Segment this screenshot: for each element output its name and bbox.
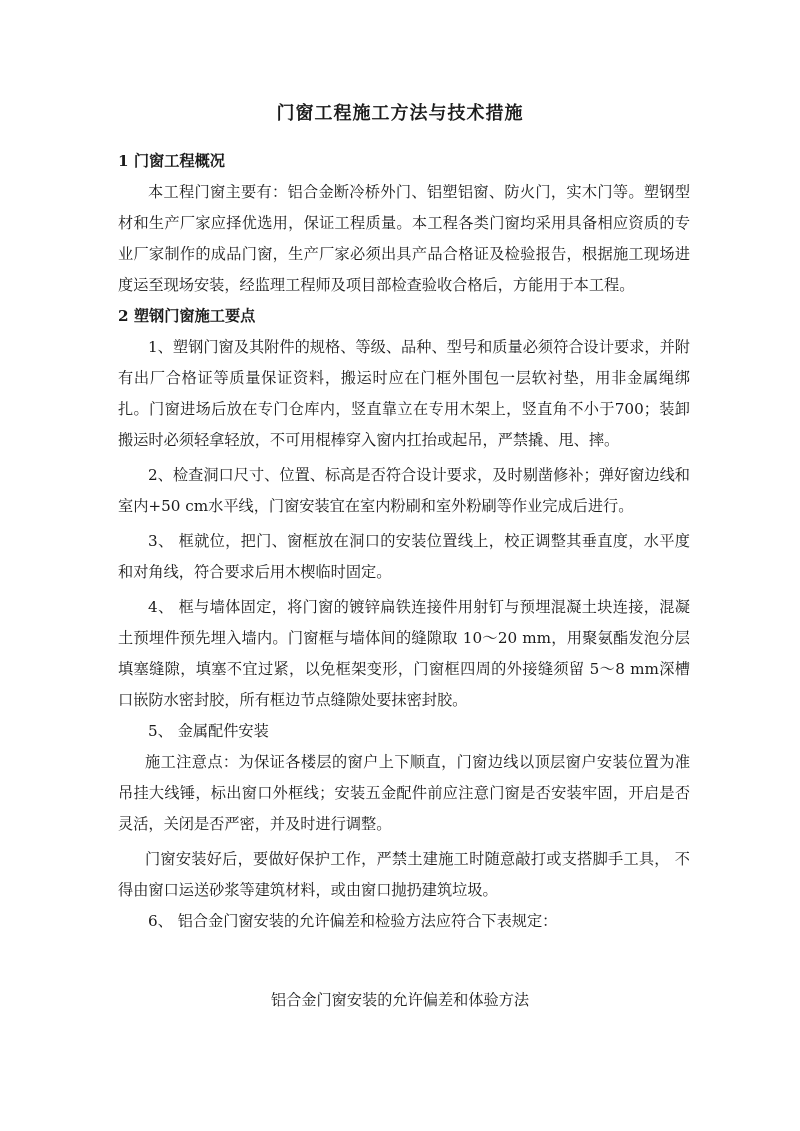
paragraph-protection: 门窗安装好后，要做好保护工作，严禁土建施工时随意敲打或支搭脚手工具， 不得由窗口运送砂浆等建筑材料，或由窗口抛扔建筑垃圾。 [118,850,690,899]
paragraph-item-5: 5、 金属配件安装 [148,722,269,740]
table-caption: 铝合金门窗安装的允许偏差和体验方法 [270,991,530,1009]
page-title: 门窗工程施工方法与技术措施 [276,103,524,124]
section-heading-installation: 2 塑钢门窗施工要点 [118,307,256,325]
paragraph-item-6: 6、 铝合金门窗安装的允许偏差和检验方法应符合下表规定： [148,912,558,930]
paragraph-item-1: 1、塑钢门窗及其附件的规格、等级、品种、型号和质量必须符合设计要求，并附有出厂合格证等质量保证资料，搬运时应在门框外围包一层软衬垫，用非金属绳绑扎。门窗进场后放在专门仓库内，竖直靠立在专用木架上，竖直角不小于700；装卸搬运时必须轻拿轻放，不可用棍棒穿入窗内扛抬或起吊，严禁撬、甩、摔。 [118,338,690,449]
paragraph-item-4: 4、 框与墙体固定，将门窗的镀锌扁铁连接件用射钉与预埋混凝土块连接，混凝土预埋件预先埋入墙内。门窗框与墙体间的缝隙取 10～20 mm，用聚氨酯发泡分层填塞缝隙，填塞不宜过紧，以免框架变形，门窗框四周的外接缝须留 5～8 mm深槽口嵌防水密封胶，所有框边节点缝隙处要抹密封胶。 [118,598,690,709]
paragraph-item-3: 3、 框就位，把门、窗框放在洞口的安装位置线上，校正调整其垂直度，水平度和对角线，符合要求后用木楔临时固定。 [118,532,690,581]
paragraph-overview: 本工程门窗主要有：铝合金断冷桥外门、铝塑铝窗、防火门，实木门等。塑钢型材和生产厂家应择优选用，保证工程质量。本工程各类门窗均采用具备相应资质的专业厂家制作的成品门窗，生产厂家必须出具产品合格证及检验报告，根据施工现场进度运至现场安装，经监理工程师及项目部检查验收合格后，方能用于本工程。 [118,183,690,294]
section-heading-overview: 1 门窗工程概况 [118,152,225,170]
paragraph-item-2: 2、检查洞口尺寸、位置、标高是否符合设计要求，及时剔凿修补；弹好窗边线和室内+50 cm水平线，门窗安装宜在室内粉刷和室外粉刷等作业完成后进行。 [118,466,690,515]
document-body [118,146,690,937]
paragraph-construction-note: 施工注意点：为保证各楼层的窗户上下顺直，门窗边线以顶层窗户安装位置为准吊挂大线锤，标出窗口外框线；安装五金配件前应注意门窗是否安装牢固，开启是否灵活，关闭是否严密，并及时进行调整。 [118,753,690,833]
